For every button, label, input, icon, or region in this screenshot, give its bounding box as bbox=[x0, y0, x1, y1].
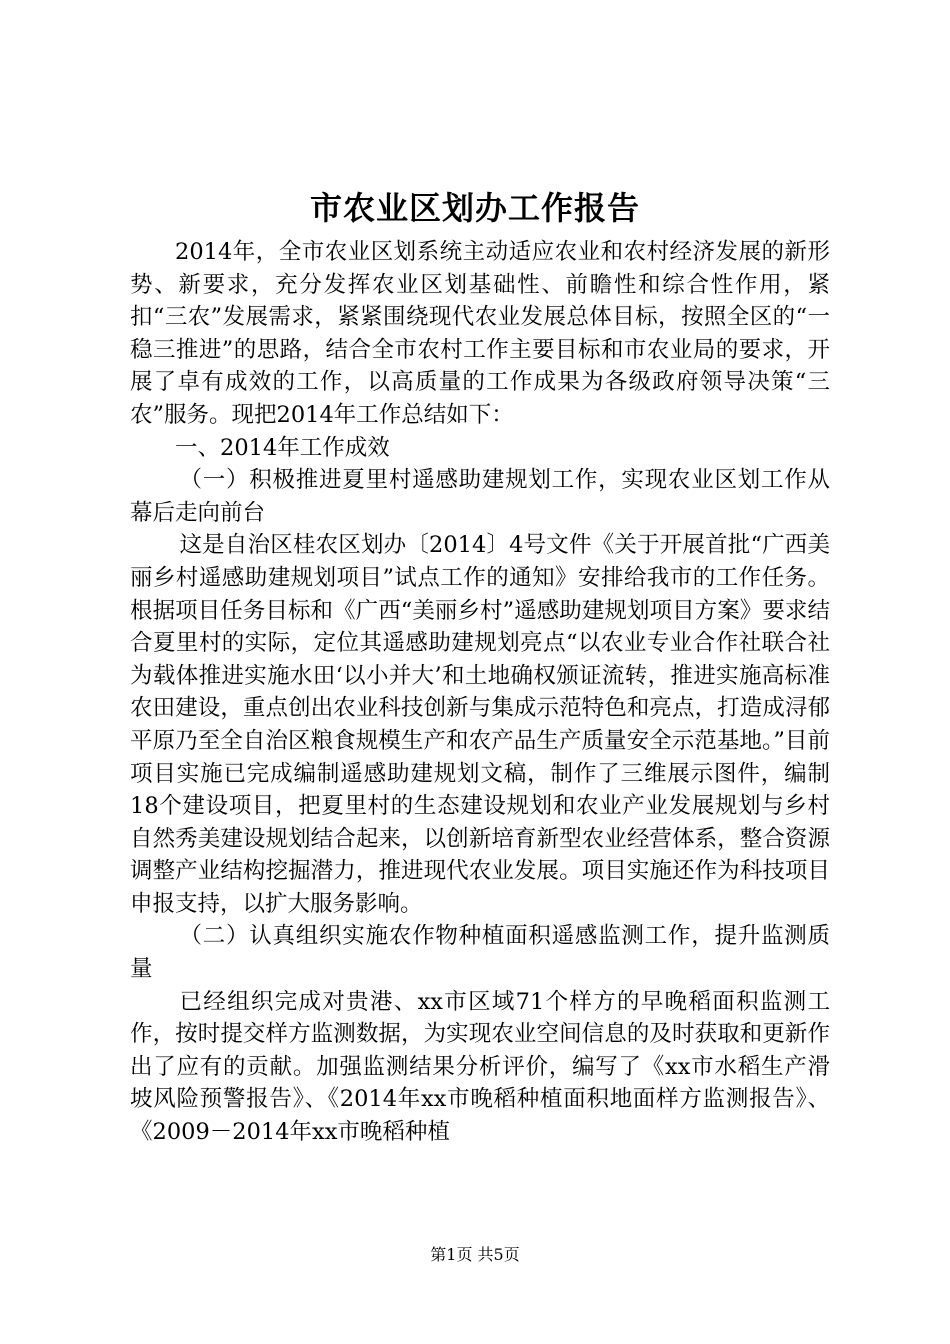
page-footer: 第1页 共5页 bbox=[430, 1245, 520, 1264]
paragraph-intro: 2014年，全市农业区划系统主动适应农业和农村经济发展的新形势、新要求，充分发挥农业区划基础性、前瞻性和综合性作用，紧扣“三农”发展需求，紧紧围绕现代农业发展总体目标，按照全区的“一稳三推进”的思路，结合全市农村工作主要目标和市农业局的要求，开展了卓有成效的工作，以高质量的工作成果为各级政府领导决策“三农”服务。现把2014年工作总结如下： bbox=[130, 239, 830, 428]
document-title: 市农业区划办工作报告 bbox=[309, 189, 640, 227]
heading-subsection-2: （二）认真组织实施农作物种植面积遥感监测工作，提升监测质量 bbox=[130, 923, 830, 983]
paragraph-subsection-1: 这是自治区桂农区划办〔2014〕4号文件《关于开展首批“广西美丽乡村遥感助建规划项目”试点工作的通知》安排给我市的工作任务。根据项目任务目标和《广西“美丽乡村”遥感助建规划项目方案》要求结合夏里村的实际，定位其遥感助建规划亮点“以农业专业合作社联合社为载体推进实施水田‘以小并大’和土地确权颁证流转，推进实施高标准农田建设，重点创出农业科技创新与集成示范特色和亮点，打造成浔郁平原乃至全自治区粮食规模生产和农产品生产质量安全示范基地。”目前项目实施已完成编制遥感助建规划文稿，制作了三维展示图件，编制18个建设项目，把夏里村的生态建设规划和农业产业发展规划与乡村自然秀美建设规划结合起来，以创新培育新型农业经营体系，整合资源调整产业结构挖掘潜力，推进现代农业发展。项目实施还作为科技项目申报支持，以扩大服务影响。 bbox=[130, 532, 830, 917]
heading-section-1: 一、2014年工作成效 bbox=[175, 434, 390, 461]
document-body bbox=[130, 236, 830, 1149]
heading-subsection-1: （一）积极推进夏里村遥感助建规划工作，实现农业区划工作从幕后走向前台 bbox=[130, 467, 830, 526]
paragraph-subsection-2: 已经组织完成对贵港、xx市区域71个样方的早晚稻面积监测工作，按时提交样方监测数据，为实现农业空间信息的及时获取和更新作出了应有的贡献。加强监测结果分析评价，编写了《xx市水稻生产滑坡风险预警报告》、《2014年xx市晚稻种植面积地面样方监测报告》、《2009－2014年xx市晚稻种植 bbox=[130, 988, 830, 1146]
